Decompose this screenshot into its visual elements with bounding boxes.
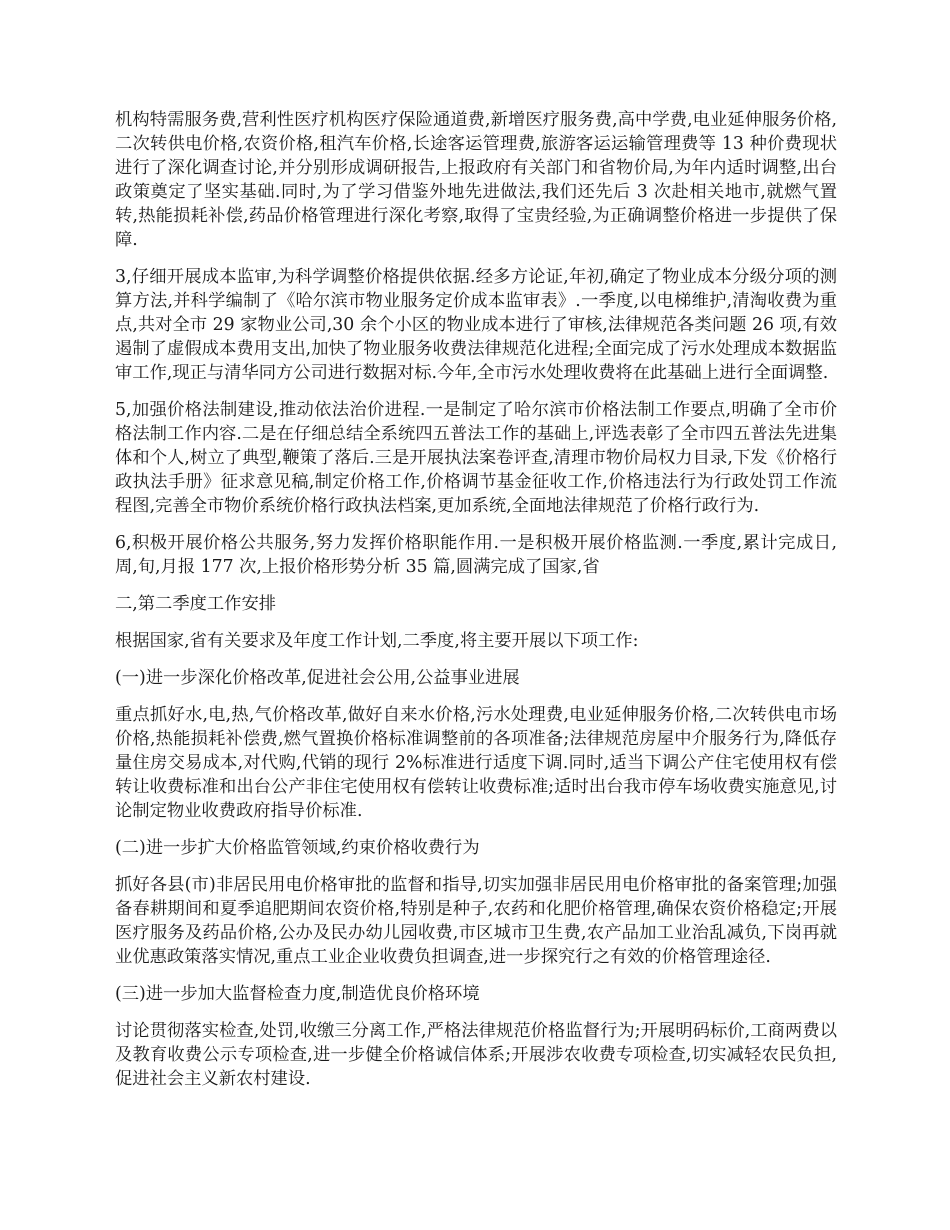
paragraph-inspection: 讨论贯彻落实检查,处罚,收缴三分离工作,严格法律规范价格监督行为;开展明码标价,工商两费以及教育收费公示专项检查,进一步健全价格诚信体系;开展涉农收费专项检查,切实减轻农民负担,促进社会主义新农村建设. bbox=[115, 1021, 837, 1089]
paragraph-cost-audit: 3,仔细开展成本监审,为科学调整价格提供依据.经多方论证,年初,确定了物业成本分级分项的测算方法,并科学编制了《哈尔滨市物业服务定价成本监审表》.一季度,以电梯维护,清淘收费为重点,共对全市 29 家物业公司,30 余个小区的物业成本进行了审核,法律规范各类问题 26 项,有效遏制了虚假成本费用支出,加快了物业服务收费法律规范化进程;全面完成了污水处理成本数据监审工作,现正与清华同方公司进行数据对标.今年,全市污水处理收费将在此基础上进行全面调整. bbox=[115, 267, 837, 383]
paragraph-price-research: 机构特需服务费,营利性医疗机构医疗保险通道费,新增医疗服务费,高中学费,电业延伸服务价格,二次转供电价格,农资价格,租汽车价格,长途客运管理费,旅游客运运输管理费等 13 种价费现状进行了深化调查讨论,并分别形成调研报告,上报政府有关部门和省物价局,为年内适时调整,出台政策奠定了坚实基础.同时,为了学习借鉴外地先进做法,我们还先后 3 次赴相关地市,就燃气置转,热能损耗补偿,药品价格管理进行深化考察,取得了宝贵经验,为正确调整价格进一步提供了保障. bbox=[115, 110, 837, 250]
section-heading-q2-plan: 二,第二季度工作安排 bbox=[115, 594, 277, 614]
subheading-inspection: (三)进一步加大监督检查力度,制造优良价格环境 bbox=[115, 984, 480, 1004]
paragraph-q2-intro: 根据国家,省有关要求及年度工作计划,二季度,将主要开展以下项工作: bbox=[115, 631, 639, 651]
document-body bbox=[115, 108, 837, 1104]
subheading-price-reform: (一)进一步深化价格改革,促进社会公用,公益事业进展 bbox=[115, 668, 520, 688]
paragraph-public-service: 6,积极开展价格公共服务,努力发挥价格职能作用.一是积极开展价格监测.一季度,累计完成日,周,旬,月报 177 次,上报价格形势分析 35 篇,圆满完成了国家,省 bbox=[115, 533, 837, 577]
subheading-price-supervision: (二)进一步扩大价格监管领域,约束价格收费行为 bbox=[115, 838, 480, 858]
paragraph-legal-construction: 5,加强价格法制建设,推动依法治价进程.一是制定了哈尔滨市价格法制工作要点,明确了全市价格法制工作内容.二是在仔细总结全系统四五普法工作的基础上,评选表彰了全市四五普法先进集体和个人,树立了典型,鞭策了落后.三是开展执法案卷评查,清理市物价局权力目录,下发《价格行政执法手册》征求意见稿,制定价格工作,价格调节基金征收工作,价格违法行为行政处罚工作流程图,完善全市物价系统价格行政执法档案,更加系统,全面地法律规范了价格行政行为. bbox=[115, 400, 837, 516]
paragraph-price-reform: 重点抓好水,电,热,气价格改革,做好自来水价格,污水处理费,电业延伸服务价格,二次转供电市场价格,热能损耗补偿费,燃气置换价格标准调整前的各项准备;法律规范房屋中介服务行为,降低存量住房交易成本,对代购,代销的现行 2%标准进行适度下调.同时,适当下调公产住宅使用权有偿转让收费标准和出台公产非住宅使用权有偿转让收费标准;适时出台我市停车场收费实施意见,讨论制定物业收费政府指导价标准. bbox=[115, 705, 837, 821]
paragraph-price-supervision: 抓好各县(市)非居民用电价格审批的监督和指导,切实加强非居民用电价格审批的备案管理;加强备春耕期间和夏季追肥期间农资价格,特别是种子,农药和化肥价格管理,确保农资价格稳定;开展医疗服务及药品价格,公办及民办幼儿园收费,市区城市卫生费,农产品加工业治乱减负,下岗再就业优惠政策落实情况,重点工业企业收费负担调查,进一步探究行之有效的价格管理途径. bbox=[115, 875, 837, 967]
